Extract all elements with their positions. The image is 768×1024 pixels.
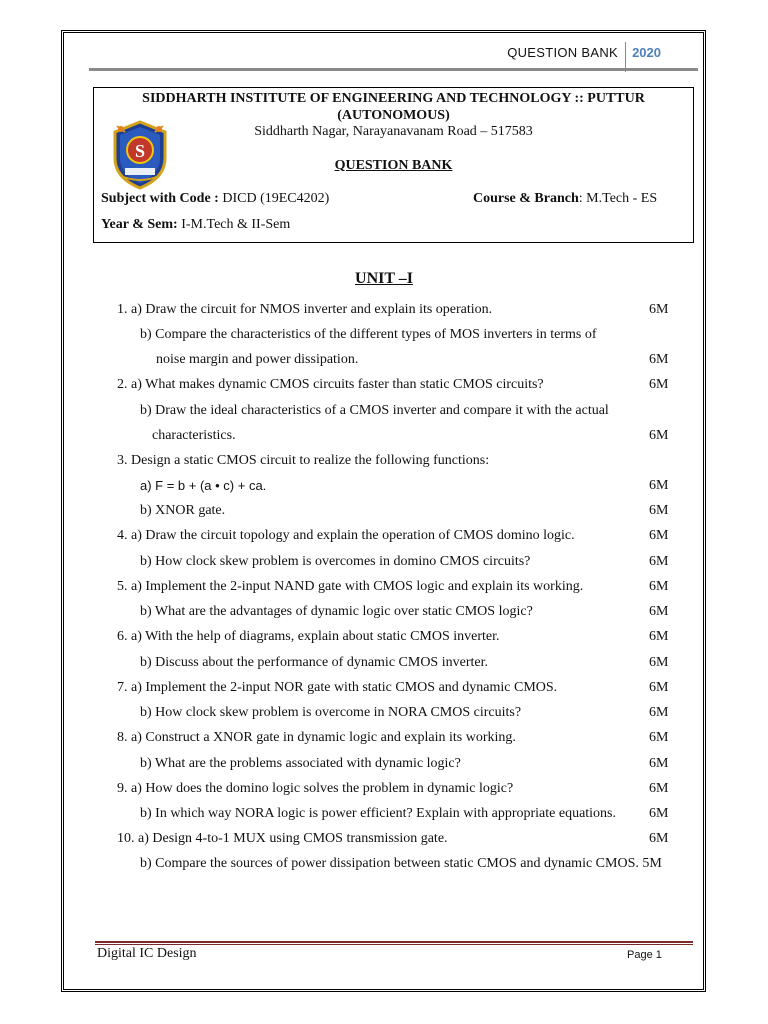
marks-label: 6M bbox=[649, 554, 669, 569]
marks-label: 6M bbox=[649, 831, 669, 846]
question-line: 9. a) How does the domino logic solves the problem in dynamic logic? bbox=[117, 781, 514, 796]
question-line: noise margin and power dissipation. bbox=[156, 352, 359, 367]
institution-name-line2: (AUTONOMOUS) bbox=[337, 108, 450, 123]
footer-rule-thin bbox=[95, 944, 693, 945]
marks-label: 6M bbox=[649, 428, 669, 443]
institution-address: Siddharth Nagar, Narayanavanam Road – 517583 bbox=[254, 124, 533, 139]
question-line: 1. a) Draw the circuit for NMOS inverter and explain its operation. bbox=[117, 302, 493, 317]
question-line: 5. a) Implement the 2-input NAND gate with CMOS logic and explain its working. bbox=[117, 579, 584, 594]
question-line: b) Compare the characteristics of the different types of MOS inverters in terms of bbox=[140, 327, 597, 342]
institution-name-line1: SIDDHARTH INSTITUTE OF ENGINEERING AND TECHNOLOGY :: PUTTUR bbox=[142, 91, 645, 106]
question-line: b) How clock skew problem is overcome in NORA CMOS circuits? bbox=[140, 705, 522, 720]
footer-rule bbox=[95, 941, 693, 943]
marks-label: 6M bbox=[649, 352, 669, 367]
unit-title: UNIT –I bbox=[355, 270, 413, 287]
marks-label: 6M bbox=[649, 604, 669, 619]
question-line: characteristics. bbox=[152, 428, 236, 443]
header-year: 2020 bbox=[632, 45, 661, 60]
question-line: 3. Design a static CMOS circuit to realize the following functions: bbox=[117, 453, 490, 468]
marks-label: 6M bbox=[649, 528, 669, 543]
question-line: b) What are the problems associated with dynamic logic? bbox=[140, 756, 461, 771]
course-label: Course & Branch bbox=[473, 191, 579, 206]
marks-label: 6M bbox=[649, 655, 669, 670]
marks-label: 6M bbox=[649, 377, 669, 392]
question-line: a) F = b + (a • c) + ca. bbox=[140, 478, 267, 493]
year-value: I-M.Tech & II-Sem bbox=[177, 217, 291, 232]
marks-label: 6M bbox=[649, 781, 669, 796]
document-title: QUESTION BANK bbox=[334, 158, 453, 173]
year-label: Year & Sem: bbox=[101, 217, 178, 232]
question-line: b) What are the advantages of dynamic logic over static CMOS logic? bbox=[140, 604, 533, 619]
marks-label: 6M bbox=[649, 680, 669, 695]
question-line: 7. a) Implement the 2-input NOR gate with static CMOS and dynamic CMOS. bbox=[117, 680, 558, 695]
subject-value: DICD (19EC4202) bbox=[218, 191, 330, 206]
question-line: 2. a) What makes dynamic CMOS circuits faster than static CMOS circuits? bbox=[117, 377, 544, 392]
question-line: b) Discuss about the performance of dynamic CMOS inverter. bbox=[140, 655, 488, 670]
svg-text:S: S bbox=[134, 141, 146, 161]
marks-label: 6M bbox=[649, 503, 669, 518]
marks-label: 6M bbox=[649, 705, 669, 720]
marks-label: 6M bbox=[649, 730, 669, 745]
question-line: b) How clock skew problem is overcomes in domino CMOS circuits? bbox=[140, 554, 531, 569]
question-line: b) In which way NORA logic is power efficient? Explain with appropriate equations. bbox=[140, 806, 617, 821]
footer-subject: Digital IC Design bbox=[97, 946, 197, 961]
question-line: b) Compare the sources of power dissipation between static CMOS and dynamic CMOS. 5M bbox=[140, 856, 662, 871]
question-line: b) XNOR gate. bbox=[140, 503, 226, 518]
header-label: QUESTION BANK bbox=[507, 45, 618, 60]
question-line: 4. a) Draw the circuit topology and explain the operation of CMOS domino logic. bbox=[117, 528, 575, 543]
marks-label: 6M bbox=[649, 302, 669, 317]
marks-label: 6M bbox=[649, 629, 669, 644]
question-line: 10. a) Design 4-to-1 MUX using CMOS transmission gate. bbox=[117, 831, 448, 846]
question-line: b) Draw the ideal characteristics of a CMOS inverter and compare it with the actual bbox=[140, 403, 609, 418]
question-line: 6. a) With the help of diagrams, explain about static CMOS inverter. bbox=[117, 629, 500, 644]
course-value: : M.Tech - ES bbox=[578, 191, 658, 206]
page-number: Page 1 bbox=[627, 949, 662, 961]
marks-label: 6M bbox=[649, 756, 669, 771]
marks-label: 6M bbox=[649, 579, 669, 594]
marks-label: 6M bbox=[649, 806, 669, 821]
subject-label: Subject with Code : bbox=[101, 191, 219, 206]
question-line: 8. a) Construct a XNOR gate in dynamic logic and explain its working. bbox=[117, 730, 516, 745]
marks-label: 6M bbox=[649, 478, 669, 493]
